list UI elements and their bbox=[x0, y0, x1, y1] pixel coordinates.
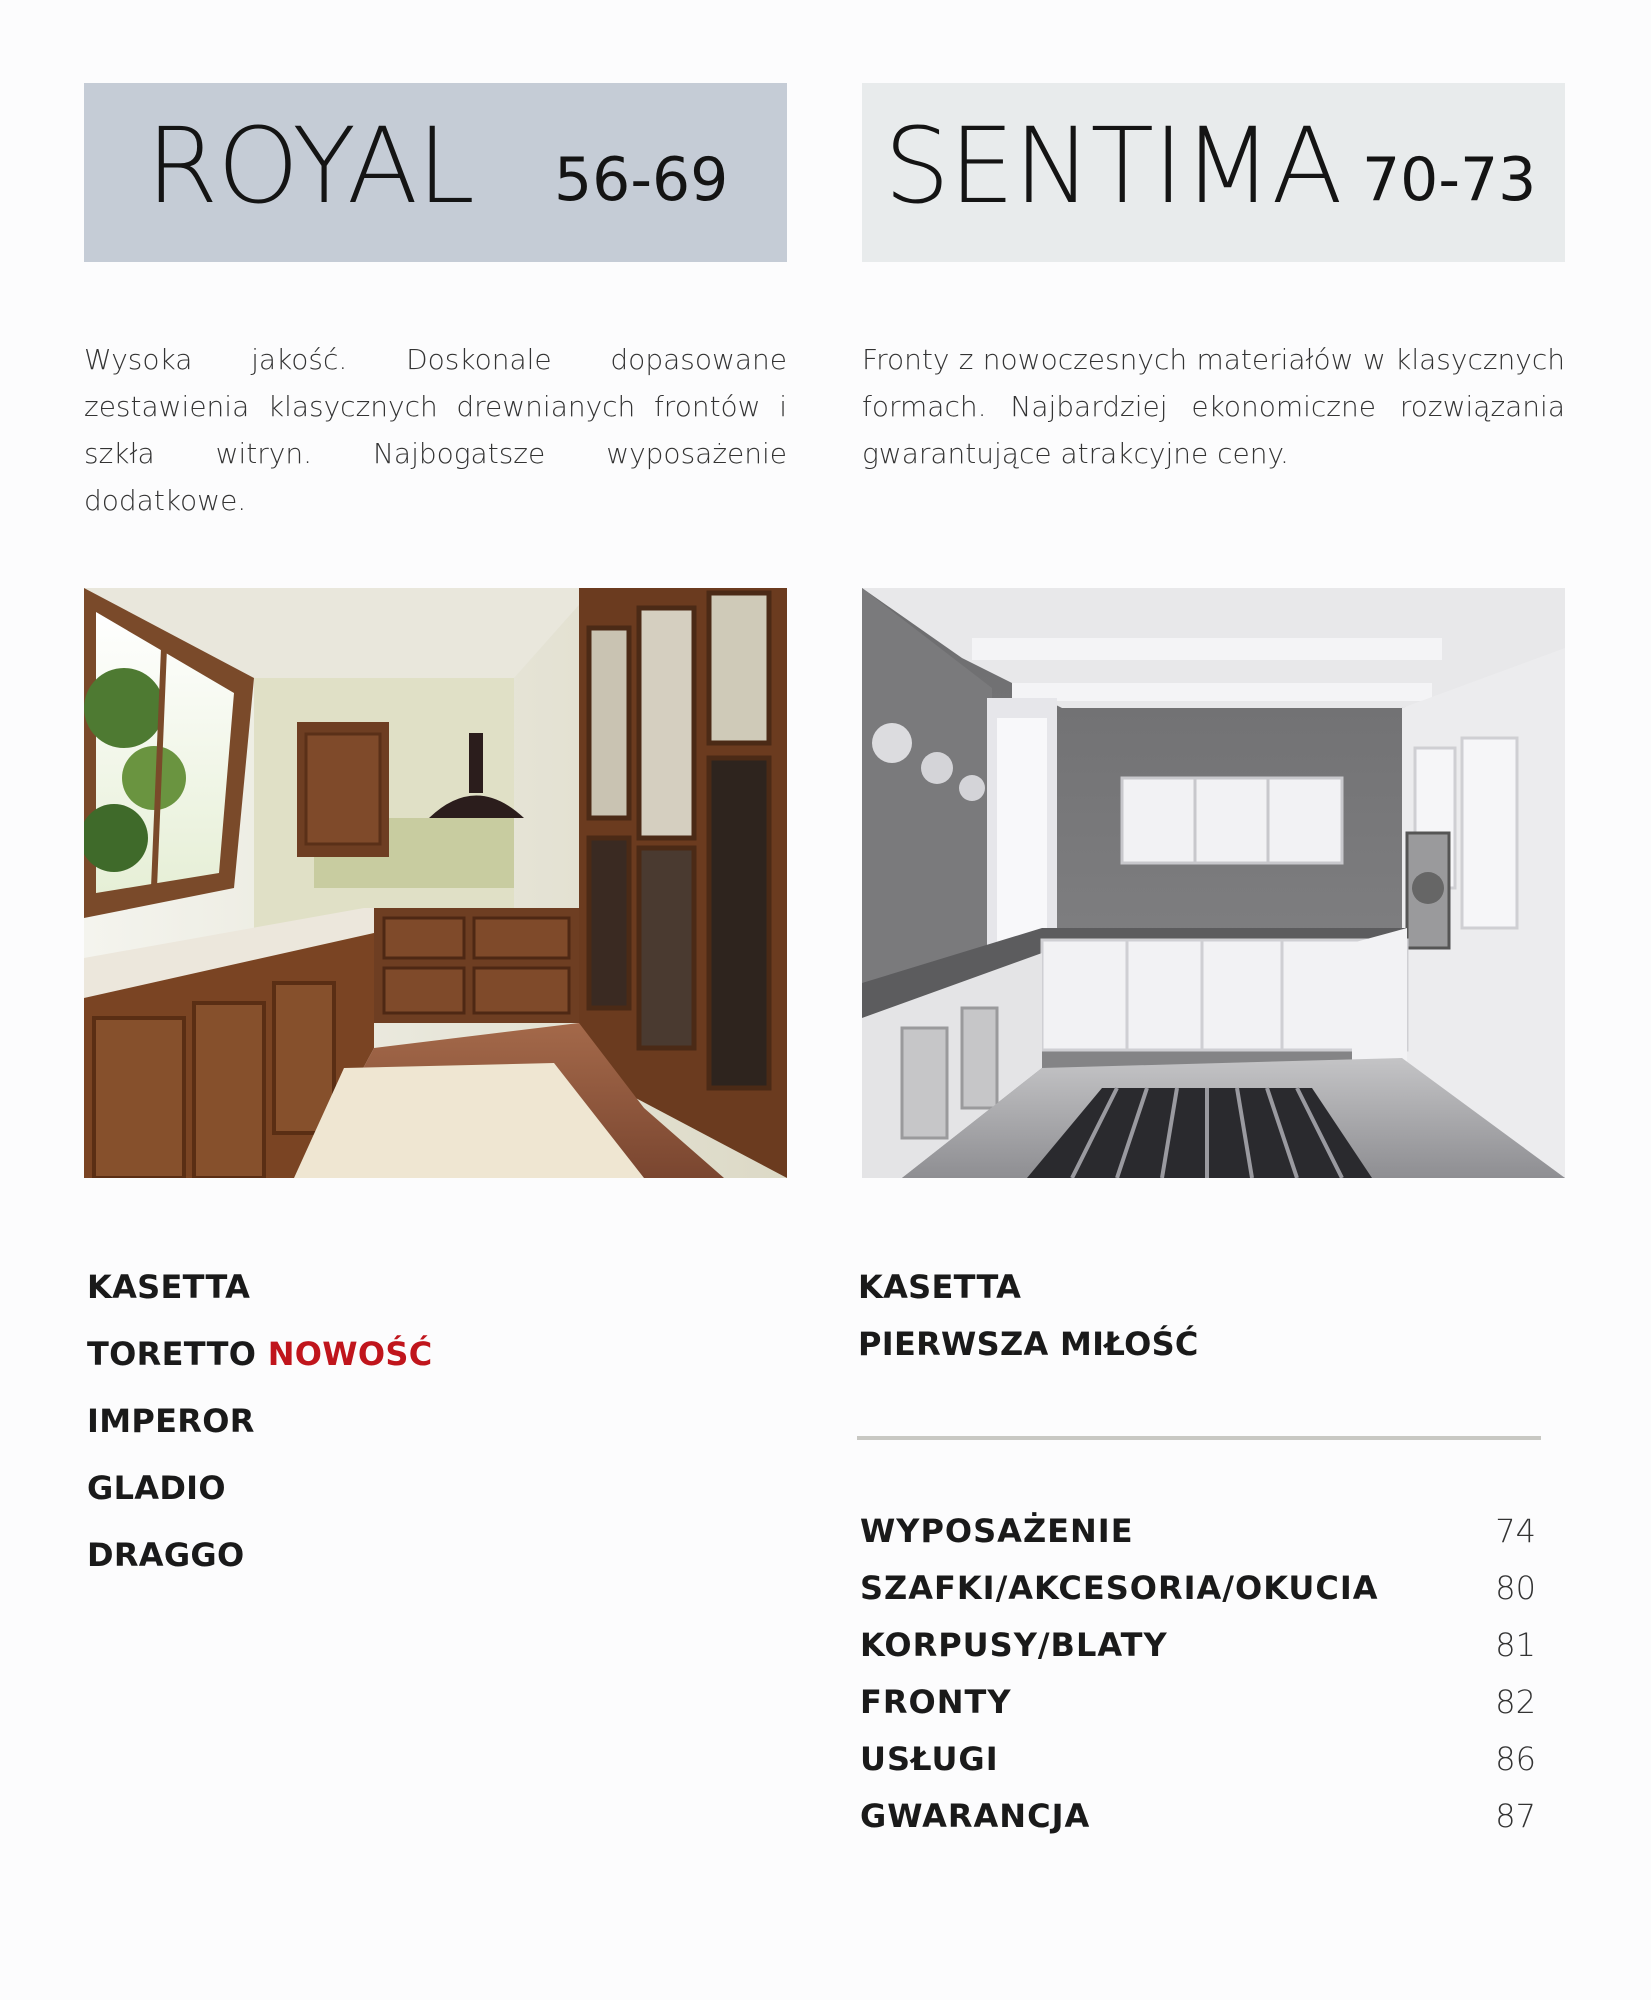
royal-title: ROYAL bbox=[146, 105, 474, 227]
sentima-kitchen-photo bbox=[862, 588, 1565, 1178]
toc-row bbox=[860, 1569, 1536, 1609]
royal-item-kasetta: KASETTA bbox=[87, 1268, 251, 1306]
new-badge: NOWOŚĆ bbox=[267, 1335, 433, 1373]
royal-header bbox=[84, 83, 787, 262]
toc-label: SZAFKI/AKCESORIA/OKUCIA bbox=[860, 1569, 1379, 1607]
toc-label: FRONTY bbox=[860, 1683, 1012, 1721]
toc-row bbox=[860, 1683, 1536, 1723]
toc-page-number: 74 bbox=[1495, 1512, 1536, 1550]
toc-page-number: 86 bbox=[1495, 1740, 1536, 1778]
sentima-item-pierwsza-milosc: PIERWSZA MIŁOŚĆ bbox=[858, 1325, 1199, 1363]
toc-page-number: 80 bbox=[1495, 1569, 1536, 1607]
royal-item-imperor: IMPEROR bbox=[87, 1402, 255, 1440]
toc-label: USŁUGI bbox=[860, 1740, 999, 1778]
toc-row bbox=[860, 1740, 1536, 1780]
section-divider bbox=[857, 1436, 1541, 1440]
royal-item-gladio: GLADIO bbox=[87, 1469, 226, 1507]
toc-page-number: 81 bbox=[1495, 1626, 1536, 1664]
toc-page-number: 87 bbox=[1495, 1797, 1536, 1835]
royal-description: Wysoka jakość. Doskonale dopasowane zestawienia klasycznych drewnianych frontów i szkła witryn. Najbogatsze wyposażenie dodatkowe. bbox=[84, 343, 787, 517]
sentima-description: Fronty z nowoczesnych materiałów w klasycznych formach. Najbardziej ekonomiczne rozwiązania gwarantujące atrakcyjne ceny. bbox=[862, 343, 1565, 470]
toc-row bbox=[860, 1626, 1536, 1666]
royal-item-toretto bbox=[87, 1335, 433, 1373]
sentima-header bbox=[862, 83, 1565, 262]
toc-label: GWARANCJA bbox=[860, 1797, 1091, 1835]
royal-item-toretto-label: TORETTO bbox=[87, 1335, 257, 1373]
toc-label: KORPUSY/BLATY bbox=[860, 1626, 1168, 1664]
toc-row bbox=[860, 1512, 1536, 1552]
sentima-title: SENTIMA bbox=[884, 105, 1342, 227]
royal-kitchen-photo bbox=[84, 588, 787, 1178]
sentima-page-range: 70-73 bbox=[1362, 145, 1537, 215]
toc-row bbox=[860, 1797, 1536, 1837]
royal-item-draggo: DRAGGO bbox=[87, 1536, 245, 1574]
toc-label: WYPOSAŻENIE bbox=[860, 1512, 1134, 1550]
royal-page-range: 56-69 bbox=[554, 145, 729, 215]
sentima-item-kasetta: KASETTA bbox=[858, 1268, 1022, 1306]
toc-page-number: 82 bbox=[1495, 1683, 1536, 1721]
